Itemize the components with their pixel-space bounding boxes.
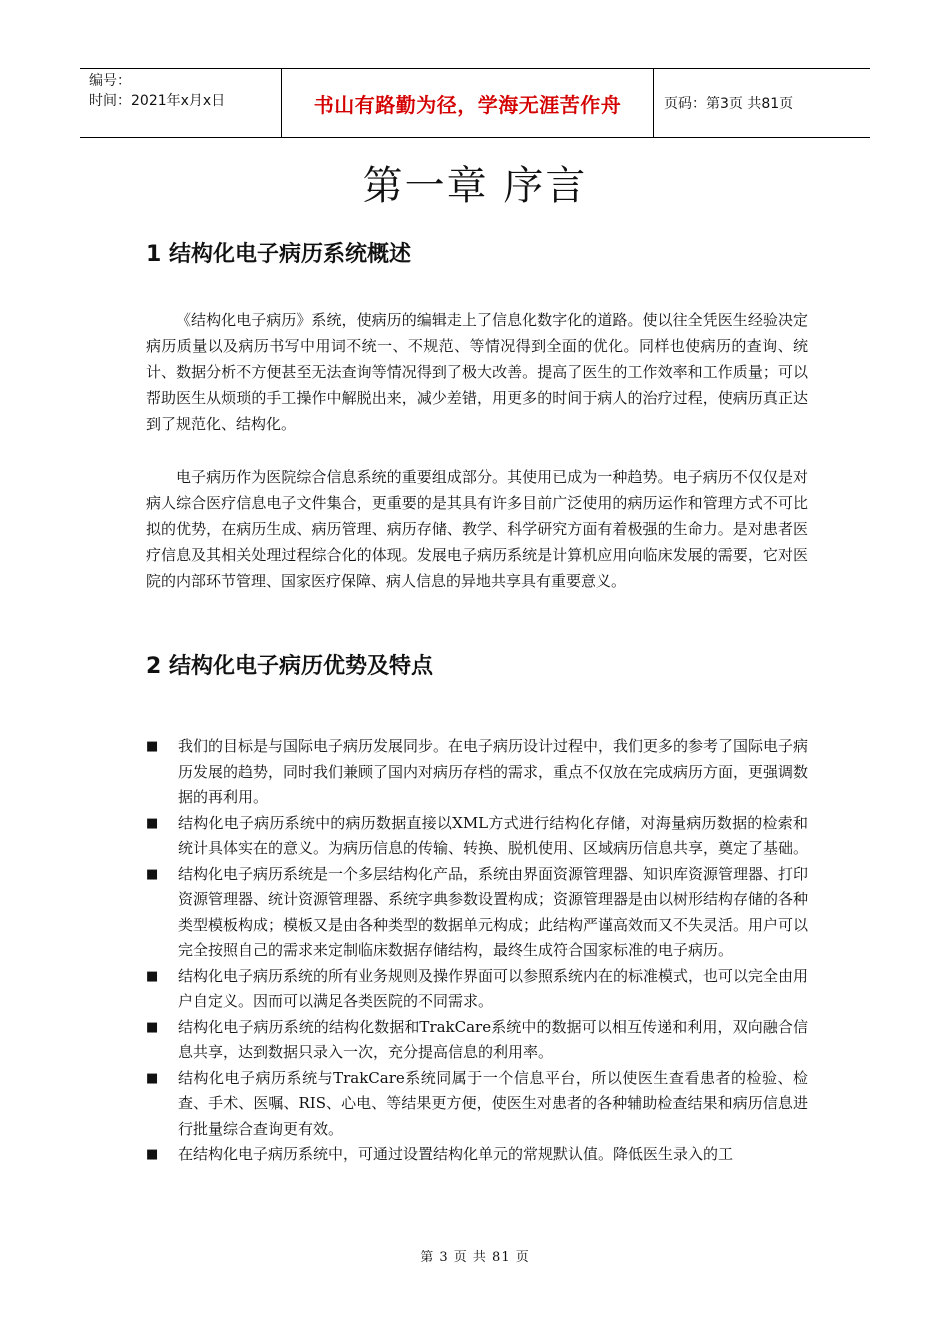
list-item-text: 结构化电子病历系统的结构化数据和TrakCare系统中的数据可以相互传递和利用，双向融合信息共享，达到数据只录入一次，充分提高信息的利用率。 xyxy=(178,1017,808,1061)
header-motto: 书山有路勤为径，学海无涯苦作舟 xyxy=(282,69,654,137)
list-item xyxy=(146,862,808,964)
section-2-title: 2 结构化电子病历优势及特点 xyxy=(146,654,433,679)
number-label: 编号： xyxy=(89,73,131,89)
header-meta xyxy=(80,69,282,137)
bullet-square-icon: ■ xyxy=(146,1147,159,1162)
chapter-title: 第一章 序言 xyxy=(362,163,588,209)
list-item-text: 结构化电子病历系统的所有业务规则及操作界面可以参照系统内在的标准模式，也可以完全由用户自定义。因而可以满足各类医院的不同需求。 xyxy=(178,966,809,1010)
page-footer: 第 3 页 共 81 页 xyxy=(420,1250,530,1265)
section-1-title: 1 结构化电子病历系统概述 xyxy=(146,242,411,267)
list-item xyxy=(146,811,808,862)
bullet-square-icon: ■ xyxy=(146,1070,159,1086)
bullet-square-icon: ■ xyxy=(146,866,159,882)
list-item xyxy=(146,1066,808,1143)
page-header xyxy=(80,68,870,138)
list-item-text: 结构化电子病历系统中的病历数据直接以XML方式进行结构化存储，对海量病历数据的检索和统计具体实在的意义。为病历信息的传输、转换、脱机使用、区域病历信息共享，奠定了基础。 xyxy=(178,813,809,857)
section-1-paragraph: 电子病历作为医院综合信息系统的重要组成部分。其使用已成为一种趋势。电子病历不仅仅是对病人综合医疗信息电子文件集合，更重要的是其具有许多目前广泛使用的病历运作和管理方式不可比拟的优势，在病历生成、病历管理、病历存储、教学、科学研究方面有着极强的生命力。是对患者医疗信息及其相关处理过程综合化的体现。发展电子病历系统是计算机应用向临床发展的需要，它对医院的内部环节管理、国家医疗保障、病人信息的异地共享具有重要意义。 xyxy=(146,468,808,590)
bullet-square-icon: ■ xyxy=(146,1019,159,1035)
list-item xyxy=(146,1142,808,1168)
list-item xyxy=(146,1015,808,1066)
list-item-text: 结构化电子病历系统与TrakCare系统同属于一个信息平台，所以使医生查看患者的检验、检查、手术、医嘱、RIS、心电、等结果更方便，使医生对患者的各种辅助检查结果和病历信息进行批量综合查询更有效。 xyxy=(178,1068,808,1138)
section-1-paragraph: 《结构化电子病历》系统，使病历的编辑走上了信息化数字化的道路。使以往全凭医生经验决定病历质量以及病历书写中用词不统一、不规范、等情况得到全面的优化。同样也使病历的查询、统计、数据分析不方便甚至无法查询等情况得到了极大改善。提高了医生的工作效率和工作质量；可以帮助医生从烦琐的手工操作中解脱出来，减少差错，用更多的时间于病人的治疗过程，使病历真正达到了规范化、结构化。 xyxy=(146,311,808,433)
list-item xyxy=(146,964,808,1015)
time-label: 时间：2021年x月x日 xyxy=(89,93,226,109)
header-page-info: 页码：第3页 共81页 xyxy=(664,96,794,112)
bullet-square-icon: ■ xyxy=(146,815,159,831)
list-item xyxy=(146,734,808,811)
feature-list xyxy=(146,734,808,1168)
bullet-square-icon: ■ xyxy=(146,968,159,984)
list-item-text: 我们的目标是与国际电子病历发展同步。在电子病历设计过程中，我们更多的参考了国际电子病历发展的趋势，同时我们兼顾了国内对病历存档的需求，重点不仅放在完成病历方面，更强调数据的再利用。 xyxy=(178,737,809,806)
list-item-text: 结构化电子病历系统是一个多层结构化产品，系统由界面资源管理器、知识库资源管理器、打印资源管理器、统计资源管理器、系统字典参数设置构成；资源管理器是由以树形结构存储的各种类型模板构成；模板又是由各种类型的数据单元构成；此结构严谨高效而又不失灵活。用户可以完全按照自己的需求来定制临床数据存储结构，最终生成符合国家标准的电子病历。 xyxy=(178,864,809,959)
list-item-text: 在结构化电子病历系统中，可通过设置结构化单元的常规默认值。降低医生录入的工 xyxy=(178,1145,734,1163)
bullet-square-icon: ■ xyxy=(146,739,159,754)
